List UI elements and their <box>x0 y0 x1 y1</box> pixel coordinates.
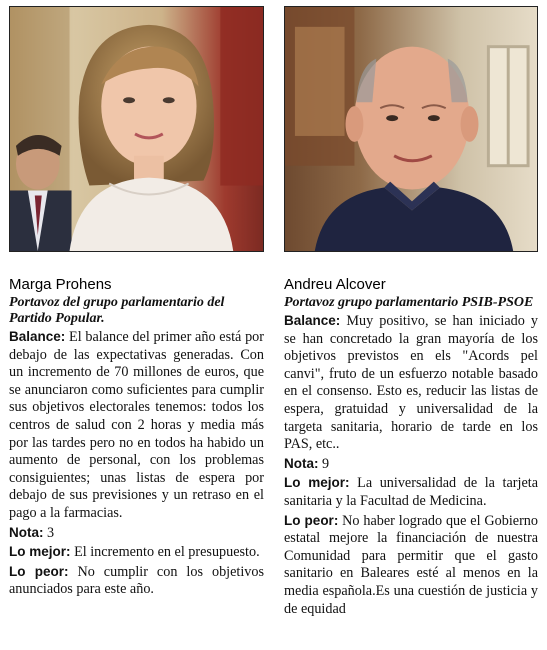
nota-paragraph <box>9 524 264 543</box>
person-role: Portavoz grupo parlamentario PSIB-PSOE <box>284 295 534 310</box>
peor-paragraph <box>284 512 538 619</box>
mejor-text: El incremento en el presupuesto. <box>70 544 260 561</box>
person-name: Andreu Alcover <box>284 276 386 293</box>
nota-value: 3 <box>43 524 55 541</box>
balance-paragraph <box>9 328 264 523</box>
balance-paragraph <box>284 312 538 454</box>
photo-marga-prohens <box>9 6 264 252</box>
mejor-label: Lo mejor: <box>284 475 350 491</box>
balance-text: El balance del primer año está por debajo de las expectativas generadas. Con un incremento de 70 millones de euros, que se anunciaron como suficientes para cumplir sus objetivos electorales tenemos: todos los centros de salud con 2 horas y media más por las tardes pero no en todos ha habido un aumento de personal, con los problemas consiguientes; unas listas de espera por debajo de sus previsiones y un retraso en el pago a la farmacias. <box>9 329 264 521</box>
portrait-man-image <box>285 7 537 251</box>
mejor-text: La universalidad de la tarjeta sanitaria y la Facultad de Medicina. <box>284 475 538 509</box>
peor-text: No haber logrado que el Gobierno estatal mejore la financiación de nuestra Comunidad para permitir que el gasto sanitario en Baleares esté al menos en la media española.Es una cuestión de justicia y de equidad <box>284 512 538 617</box>
peor-label: Lo peor: <box>9 563 69 579</box>
portrait-woman-image <box>10 7 263 251</box>
mejor-paragraph <box>284 474 538 510</box>
mejor-label: Lo mejor: <box>9 544 71 560</box>
peor-label: Lo peor: <box>284 512 339 528</box>
peor-paragraph <box>9 563 264 599</box>
balance-label: Balance: <box>9 329 66 344</box>
nota-value: 9 <box>318 455 330 472</box>
mejor-paragraph <box>9 543 264 562</box>
person-name: Marga Prohens <box>9 276 112 293</box>
nota-label: Nota: <box>284 455 319 471</box>
photo-andreu-alcover <box>284 6 538 252</box>
balance-text: Muy positivo, se han iniciado y se han concretado la gran mayoría de los objetivos previstos en els "Acords pel canvi", fruto de un esfuerzo notable basado en el consenso. Esto es, reducir las listas de espera, gratuidad y universalidad de la targeta sanitaria, horario de tarde en los PAS, etc.. <box>284 313 538 453</box>
right-column <box>284 6 538 618</box>
peor-text: No cumplir con los objetivos anunciados para este año. <box>9 563 264 598</box>
nota-paragraph <box>284 455 538 474</box>
balance-label: Balance: <box>284 313 341 328</box>
nota-label: Nota: <box>9 524 44 540</box>
left-column <box>9 6 264 599</box>
person-role: Portavoz del grupo parlamentario del Partido Popular. <box>9 295 225 326</box>
